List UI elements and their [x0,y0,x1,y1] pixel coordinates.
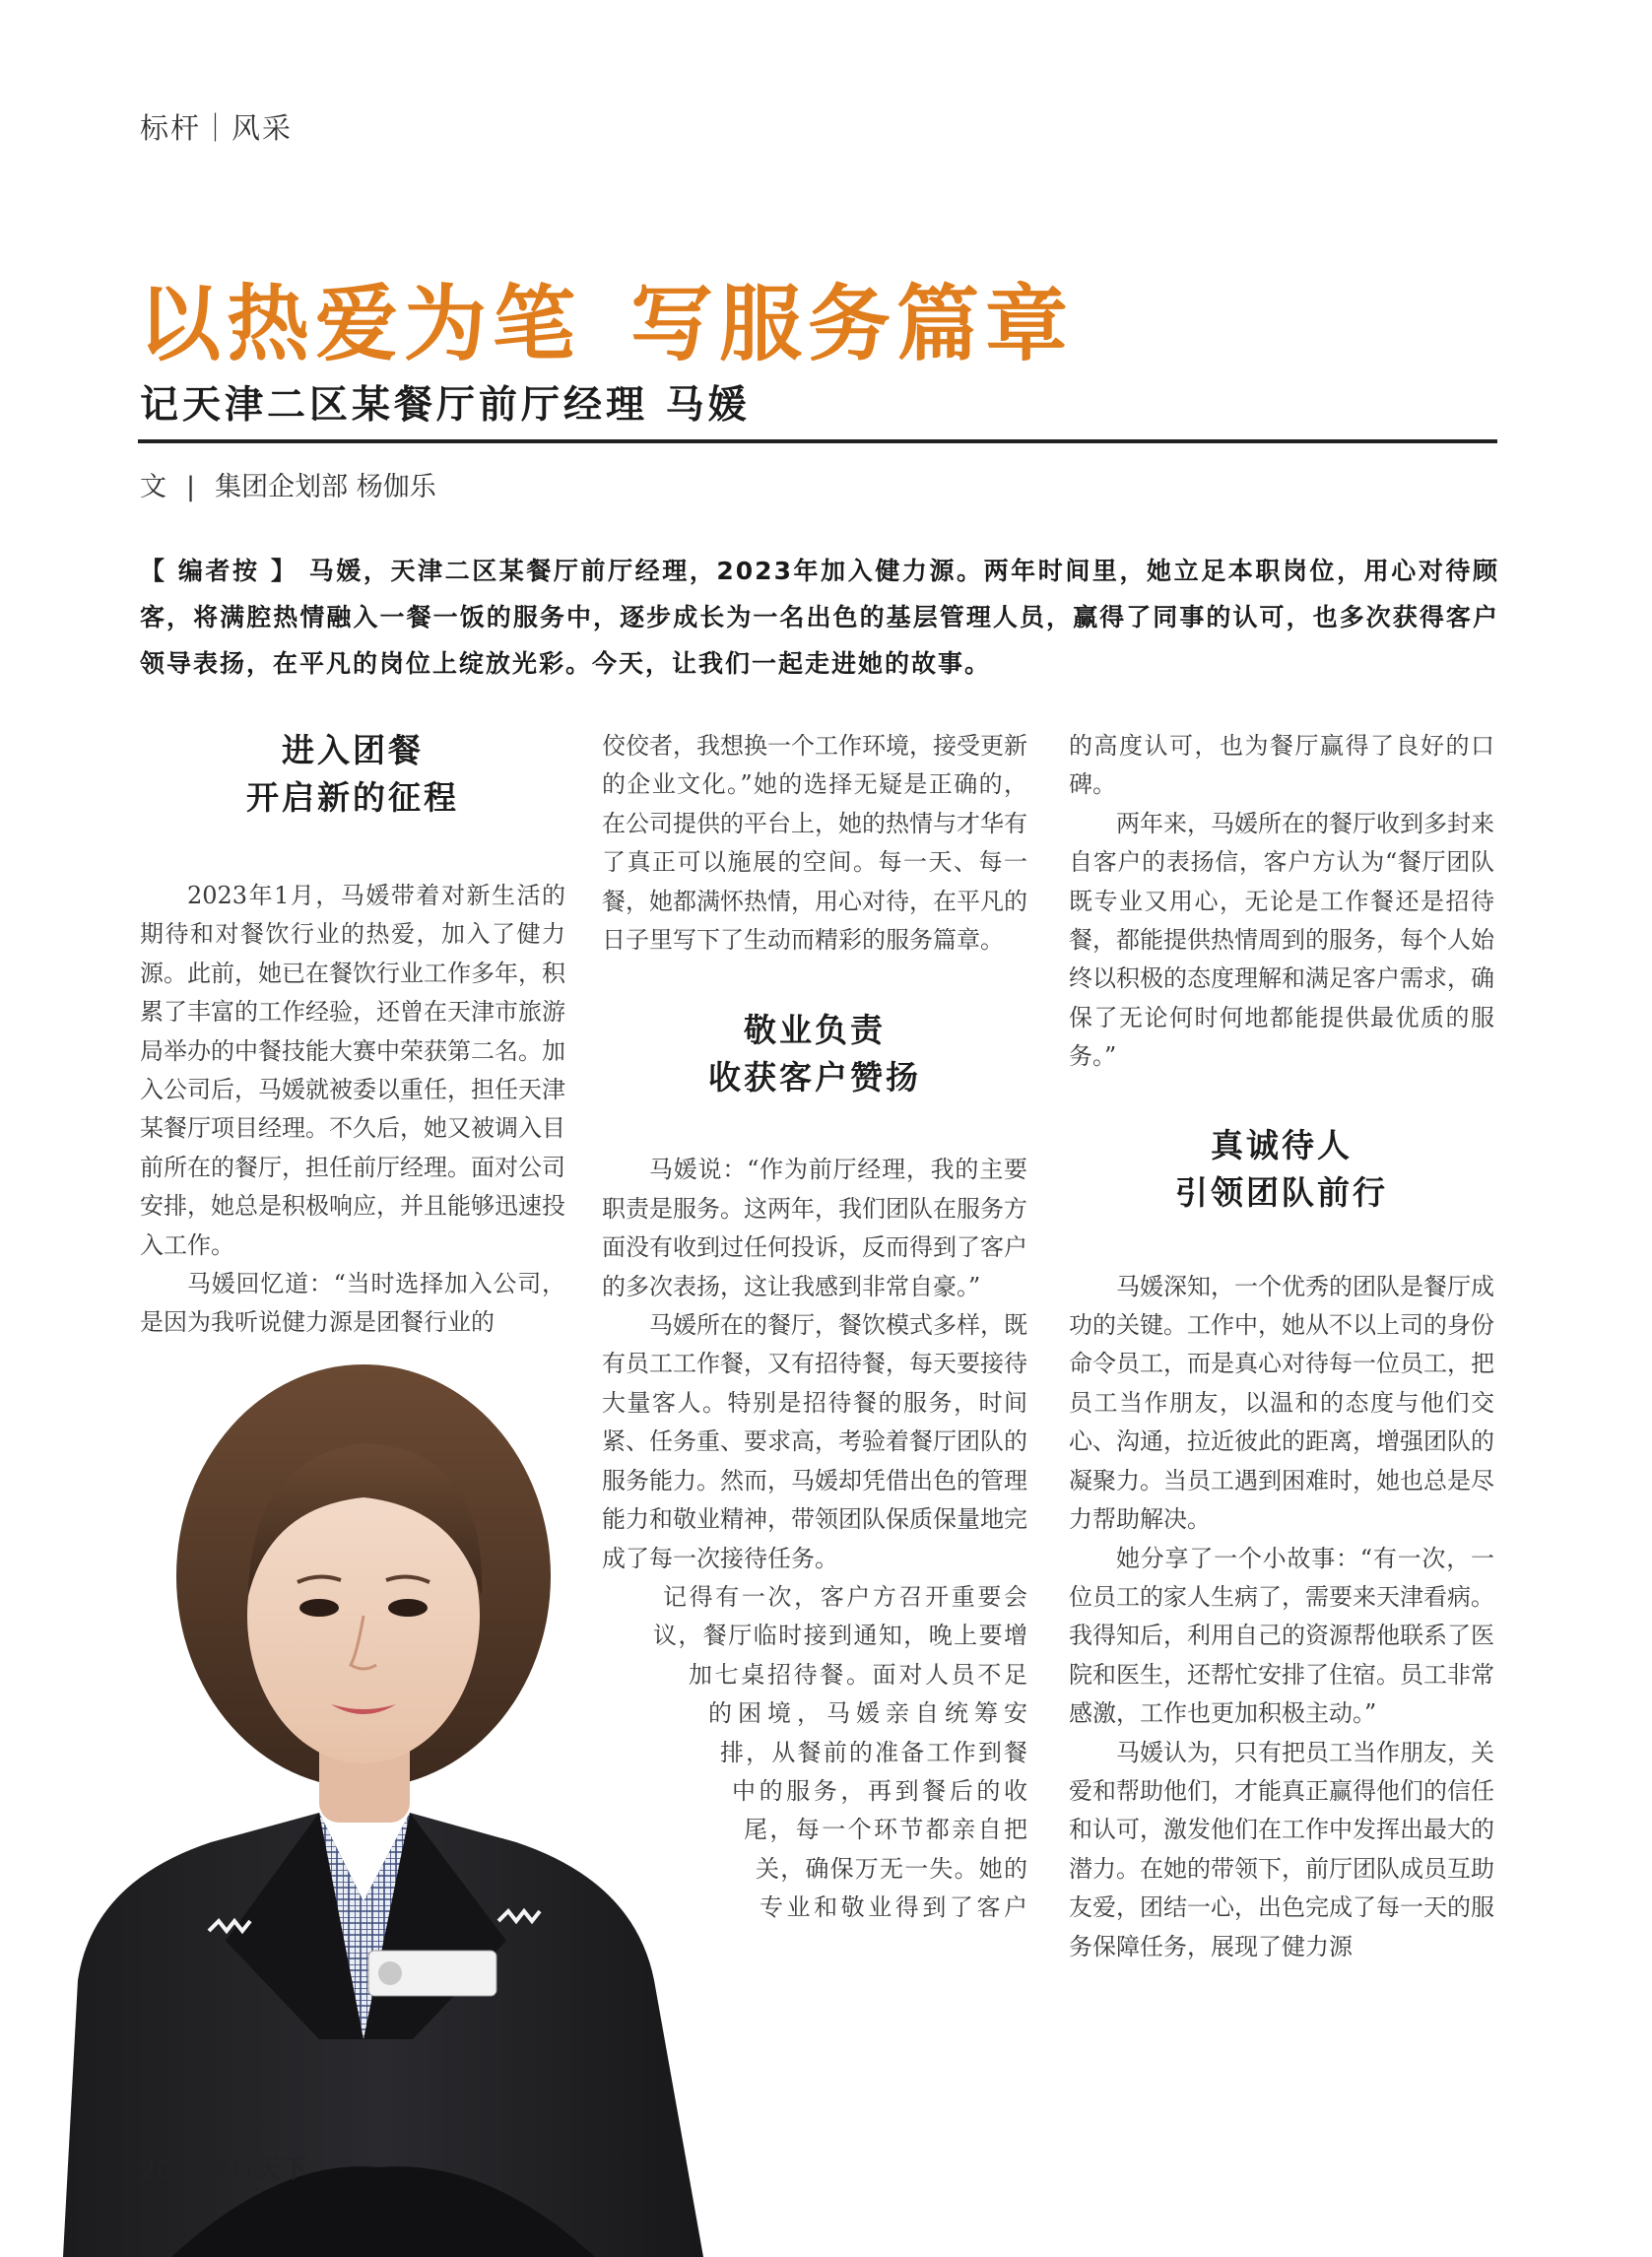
heading-line: 真诚待人 [1211,1125,1353,1164]
footer-slash: / [184,2156,193,2185]
title-part-1: 以热爱为笔 [138,275,582,372]
editor-note: 【 编者按 】 马媛，天津二区某餐厅前厅经理，2023年加入健力源。两年时间里，她立足本职岗位，用心对待顾客，将满腔热情融入一餐一饭的服务中，逐步成长为一名出色的基层管理人员，赢得了同事的认可，也多次获得客户领导表扬，在平凡的岗位上绽放光彩。今天，让我们一起走进她的故事。 [140,557,1499,678]
paragraph: 的高度认可，也为餐厅赢得了良好的口碑。 [1069,732,1494,799]
paragraph: 马媛回忆道：“当时选择加入公司，是因为我听说健力源是团餐行业的 [140,1270,565,1337]
heading-line: 引领团队前行 [1175,1172,1388,1212]
paragraph: 马媛认为，只有把员工当作朋友，关爱和帮助他们，才能真正赢得他们的信任和认可，激发他们在工作中发挥出最大的潜力。在她的带领下，前厅团队成员互助友爱，团结一心，出色完成了每一天的服务保障任务，展现了健力源 [1069,1738,1494,1960]
article-subtitle: 记天津二区某餐厅前厅经理 马媛 [140,383,751,428]
heading-line: 进入团餐 [282,731,424,769]
wrapped-line: 中的服务，再到餐后的收 [732,1776,1027,1805]
wrapped-line: 议，餐厅临时接到通知，晚上要增 [653,1622,1027,1650]
magazine-name: 健行天下 [204,2156,307,2185]
heading-line: 开启新的征程 [246,778,459,817]
column-3 [1069,727,1494,1966]
section-heading-2 [602,1007,1027,1101]
paragraph: 她分享了一个小故事：“有一次，一位员工的家人生病了，需要来天津看病。我得知后，利用自己的资源帮他联系了医院和医生，还帮忙安排了住宿。员工非常感激，工作也更加积极主动。” [1069,1544,1494,1728]
paragraph: 马媛说：“作为前厅经理，我的主要职责是服务。这两年，我们团队在服务方面没有收到过任何投诉，反而得到了客户的多次表扬，这让我感到非常自豪。” [602,1156,1027,1300]
wrapped-line: 关，确保万无一失。她的 [756,1854,1027,1883]
heading-line: 敬业负责 [744,1011,886,1050]
byline-prefix: 文 [140,472,166,502]
wrapped-line: 排，从餐前的准备工作到餐 [720,1738,1027,1766]
page-footer [140,2150,307,2186]
section-heading-1 [140,727,565,822]
paragraph: 2023年1月，马媛带着对新生活的期待和对餐饮行业的热爱，加入了健力源。此前，她已在餐饮行业工作多年，积累了丰富的工作经验，还曾在天津市旅游局举办的中餐技能大赛中荣获第二名。加入公司后，马媛就被委以重任，担任天津某餐厅项目经理。不久后，她又被调入目前所在的餐厅，担任前厅经理。面对公司安排，她总是积极响应，并且能够迅速投入工作。 [140,882,565,1259]
column-1 [140,727,565,1343]
byline-separator: | [186,472,196,502]
wrapped-line: 专业和敬业得到了客户 [760,1893,1027,1922]
right-eye [388,1599,428,1617]
section-heading-3 [1069,1122,1494,1217]
wrapped-line: 记得有一次，客户方召开重要会 [663,1582,1027,1611]
title-part-2: 写服务篇章 [630,275,1075,372]
title-divider [138,439,1497,443]
byline-author: 集团企划部 杨伽乐 [215,472,436,502]
wrapped-line: 加七桌招待餐。面对人员不足 [689,1660,1027,1689]
badge-logo [378,1961,402,1985]
portrait-photo [24,1350,733,2257]
section-label: 标杆｜风采 [140,111,294,145]
page-number: 20 [140,2156,173,2185]
paragraph: 两年来，马媛所在的餐厅收到多封来自客户的表扬信，客户方认为“餐厅团队既专业又用心，无论是工作餐还是招待餐，都能提供热情周到的服务，每个人始终以积极的态度理解和满足客户需求，确保了无论何时何地都能提供最优质的服务。” [1069,809,1494,1071]
paragraph: 马媛所在的餐厅，餐饮模式多样，既有员工工作餐，又有招待餐，每天要接待大量客人。特别是招待餐的服务，时间紧、任务重、要求高，考验着餐厅团队的服务能力。然而，马媛却凭借出色的管理能力和敬业精神，带领团队保质保量地完成了每一次接待任务。 [602,1311,1027,1572]
byline [140,465,436,503]
paragraph: 马媛深知，一个优秀的团队是餐厅成功的关键。工作中，她从不以上司的身份命令员工，而是真心对待每一位员工，把员工当作朋友，以温和的态度与他们交心、沟通，拉近彼此的距离，增强团队的凝聚力。当员工遇到困难时，她也总是尽力帮助解决。 [1069,1272,1494,1534]
article-title [138,258,1074,377]
heading-line: 收获客户赞扬 [708,1058,921,1097]
paragraph: 佼佼者，我想换一个工作环境，接受更新的企业文化。”她的选择无疑是正确的，在公司提供的平台上，她的热情与才华有了真正可以施展的空间。每一天、每一餐，她都满怀热情，用心对待，在平凡的日子里写下了生动而精彩的服务篇章。 [602,732,1027,955]
wrapped-line: 尾，每一个环节都亲自把 [744,1816,1027,1844]
wrapped-line: 的困境，马媛亲自统筹安 [708,1699,1027,1728]
left-eye [299,1599,339,1617]
